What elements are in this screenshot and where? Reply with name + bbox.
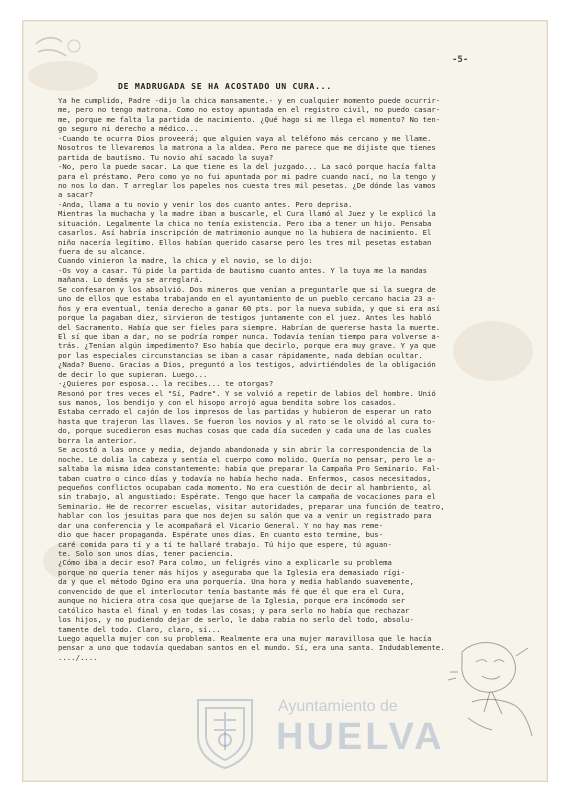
text-line: caré comida para tí y a tí te hallaré trabajo. Tú hijo que espere, tú aguan- <box>58 539 392 549</box>
page-number: -5- <box>452 55 469 65</box>
text-line: por las especiales circunstancias se iban a casar rápidamente, nada debían ocultar. <box>58 350 423 360</box>
text-line: hablar con los jesuitas para que nos dejen su salón que va a venir un registrado para <box>58 511 432 521</box>
text-line: -Cuando te ocurra Dios proveerá; que alguien vaya al teléfono más cercano y me llame. <box>58 133 432 143</box>
text-line: borra la anterior. <box>58 435 138 445</box>
text-line: dar una conferencia y le acompañará el Vicario General. Y no hay mas reme- <box>58 520 384 530</box>
text-line: Se confesaron y los absolvió. Dos mineros que venían a preguntarle que si la suegra de <box>58 284 436 294</box>
text-line: hasta que trajeron las llaves. Se fueron los novios y al rato se le olvidó al cura to- <box>58 416 436 426</box>
text-line: Ya he cumplido, Padre -dijo la chica mansamente.- y en cualquier momento puede ocurrir- <box>58 96 441 105</box>
text-line: do, porque sucedieron esas muchas cosas que cada día suceden y cada una de las cuales <box>58 426 432 436</box>
text-line: Estaba cerrado el cajón de los impresos de las partidas y hubieron de esperar un rato <box>58 407 432 417</box>
text-line: partida de bautismo. Tu novio ahí sacado la suya? <box>58 152 274 162</box>
text-line: mañana. Lo demás ya se arreglará. <box>58 275 203 285</box>
text-line: niño nacería legítimo. Ellos habían querido casarse pero les tres mil pesetas estaban <box>58 237 432 247</box>
text-line: me, pero no tengo matrona. Como no estoy apuntada en el registro civil, no puedo casar- <box>58 105 441 115</box>
coat-of-arms-icon <box>190 690 260 772</box>
text-line: dio que hacer propaganda. Espérate unos días. En cuanto esto termine, bus- <box>58 530 384 540</box>
text-line: Se acostó a las once y media, dejando abandonada y sin abrir la correspondencia de la <box>58 445 432 455</box>
body-text <box>58 96 528 662</box>
text-line: situación. Legalmente la chica no tenía existencia. Pero iba a tener un hijo. Pensaba <box>58 218 432 228</box>
text-line: sin trabajo, al angustiado: Espérate. Tengo que hacer la campaña de vocaciones para el <box>58 492 436 502</box>
watermark-line-1: Ayuntamiento de <box>278 698 398 715</box>
text-line: ños y era eventual, tenía derecho a ganar 60 pts. por la nueva subida, y que si era así <box>58 303 441 313</box>
text-line: fuera de su alcance. <box>58 247 146 256</box>
text-line: del Sacramento. Había que ser fieles para siempre. Habrían de quererse hasta la muerte. <box>58 322 441 332</box>
text-line: Seminario. He de recorrer escuelas, visitar autoridades, preparar una función de teatro, <box>58 501 445 511</box>
text-line: casarlos. Así habría inscripción de matrimonio aunque no la hubiera de nacimiento. El <box>58 228 432 238</box>
text-line: Nosotros te llevaremos la matrona a la aldea. Pero me parece que me dijiste que tienes <box>58 143 436 153</box>
text-line: da y que el método Ogino era una porquería. Una hora y media hablando suavemente, <box>58 577 414 587</box>
text-line: Mientras la muchacha y la madre iban a buscarle, el Cura llamó al Juez y le explicó la <box>58 209 436 219</box>
text-line: El sí que iban a dar, no se podría romper nunca. Todavía tenían tiempo para volverse a- <box>58 331 441 341</box>
text-line: -Os voy a casar. Tú pide la partida de bautismo cuanto antes. Y la tuya me la mandas <box>58 265 428 275</box>
text-line: porque no quería tener más hijos y aseguraba que la Iglesia era demasiado rígi- <box>58 567 406 577</box>
text-line: Resonó por tres veces el "Sí, Padre". Y se volvió a repetir de labios del hombre. Unió <box>58 388 436 398</box>
text-line: trás. ¿Tenían algún impedimento? Eso había que decirlo, porque era muy grave. Y ya que <box>58 341 436 351</box>
watermark-line-2: HUELVA <box>276 716 445 758</box>
text-line: saltaba la misma idea constantemente: había que preparar la Campaña Pro Seminario. Fal- <box>58 464 441 474</box>
text-line: -Anda, llama a tu novio y venir los dos cuanto antes. Pero deprisa. <box>58 199 353 209</box>
text-line: los hijos, y no pudiendo dejar de serlo, le daba rabia no serlo del todo, absolu- <box>58 615 414 625</box>
text-line: aunque no hiciera otra cosa que quejarse de la Iglesia, porque era incómodo ser <box>58 596 406 606</box>
watermark <box>190 690 520 772</box>
text-line: uno de ellos que estaba trabajando en el ayuntamiento de un pueblo cercano hacia 23 a- <box>58 294 436 304</box>
text-line: a sacar? <box>58 190 94 200</box>
text-line: ¿Cómo iba a decir eso? Para colmo, un feligrés vino a explicarle su problema <box>58 558 392 568</box>
text-line: convencido de que el interlocutor tenía bastante más fé que él que era el Cura, <box>58 586 406 596</box>
text-line: pensar a uno que todavía quedaban santos en el mundo. Sí, era una santa. Indudablemente. <box>58 643 445 653</box>
text-line: Cuando vinieron la madre, la chica y el novio, se lo dijo: <box>58 256 313 266</box>
text-line: go seguro ni derecho a médico... <box>58 124 199 134</box>
text-line: católico hasta el final y en todas las cosas; y para serlo no había que rechazar <box>58 605 410 615</box>
text-line: pequeños conflictos ocupaban cada momento. No era cuestión de decir al hambriento, al <box>58 482 432 492</box>
text-line: tamente del todo. Claro, claro, sí... <box>58 624 221 634</box>
document-heading: DE MADRUGADA SE HA ACOSTADO UN CURA... <box>118 81 332 91</box>
text-line: ..../.... <box>58 652 98 662</box>
text-line: de decir lo que supieran. Luego... <box>58 369 208 379</box>
text-line: -¿Quieres por esposa... la recibes... te otorgas? <box>58 379 274 389</box>
text-line: no nos lo dan. T arreglar los papeles nos cuesta tres mil pesetas. ¿De dónde las vamos <box>58 180 436 190</box>
text-line: -No, pero la puede sacar. La que tiene es la del juzgado... La sacó porque hacía falta <box>58 162 436 172</box>
text-line: sus manos, los bendijo y con el hisopo arrojó agua bendita sobre los casados. <box>58 398 397 407</box>
text-line: noche. Le dolía la cabeza y sentía el cuerpo como molido. Quería no pensar, pero le a- <box>58 454 436 464</box>
text-line: ¿Nada? Bueno. Gracias a Dios, preguntó a los testigos, advirtiéndoles de la obligación <box>58 360 436 370</box>
text-line: me, porque me falta la partida de nacimiento. ¿Qué hago si me llega el momento? No ten- <box>58 114 441 124</box>
text-line: para el préstamo. Pero como yo no fui apuntada por mi padre cuando nací, no la tengo y <box>58 171 436 181</box>
text-line: porque la pagaban diez, sirvieron de testigos juntamente con el juez. Antes les habló <box>58 313 432 323</box>
stamp-mark <box>30 30 90 70</box>
text-line: te. Solo son unos días, tener paciencia. <box>58 549 234 558</box>
text-line: Luego aquella mujer con su problema. Realmente era una mujer maravillosa que le hacía <box>58 633 432 643</box>
text-line: taban cuatro o cinco días y todavía no había hecho nada. Enfermos, casos necesitados, <box>58 473 432 483</box>
